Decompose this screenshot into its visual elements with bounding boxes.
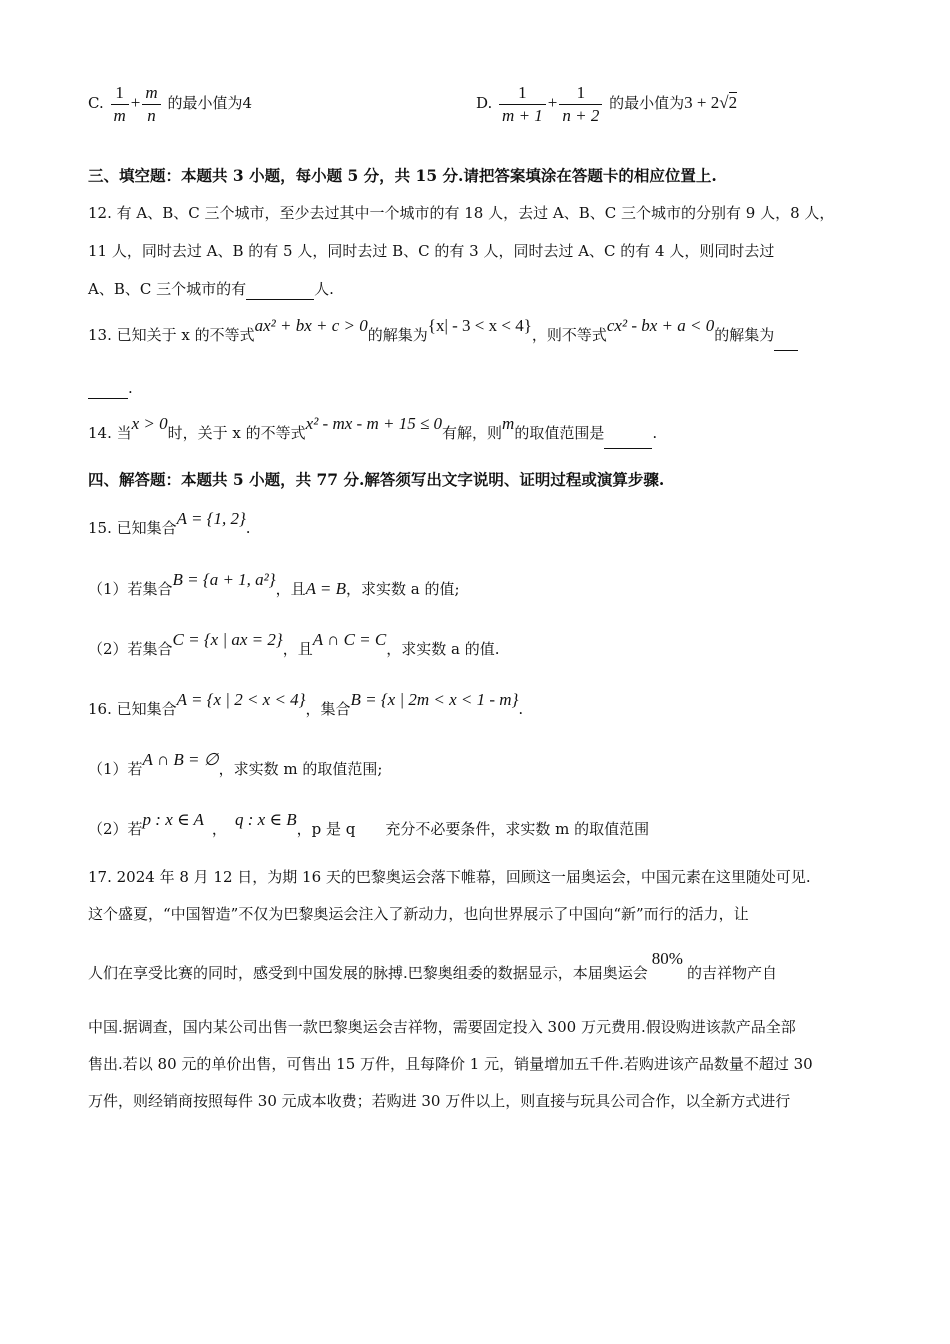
q13-answer-blank-part-2[interactable] [88, 378, 128, 399]
q12-answer-blank[interactable] [246, 279, 314, 300]
fraction-m-over-n: $\frac{m}{n}$ [142, 82, 160, 127]
sqrt-radicand: 2 [728, 93, 738, 112]
option-c-text: 的最小值为4 [167, 94, 252, 112]
q16-proposition-q: q : x ∈ B [234, 810, 297, 829]
q16-set-b: B = {x | 2m < x < 1 - m} [350, 690, 519, 709]
q13-answer-blank-part-1[interactable] [774, 320, 798, 351]
q12-line-3: A、B、C 三个城市的有 人. [88, 280, 334, 298]
q15-condition-a-equals-b: A = B [305, 579, 347, 598]
q15-condition-intersection: A ∩ C = C [312, 630, 387, 649]
q16-part-2: （2）若p : x ∈ A ， q : x ∈ B，p 是 q 充分不必要条件，求实数 m 的取值范围 [88, 810, 650, 838]
fraction-1-over-m-plus-1: $\frac{1}{m + 1}$ [499, 82, 546, 127]
q16-stem: 16. 已知集合A = {x | 2 < x < 4}，集合B = {x | 2m < x < 1 - m}. [88, 690, 524, 718]
option-d-label: D. [476, 94, 493, 112]
q17-percent: 80% [651, 949, 683, 968]
option-d: D. $\frac{1}{m + 1}$ + $\frac{1}{n + 2}$ 的最小值为3 + 2√2 [476, 82, 738, 125]
q12-line-1: 12. 有 A、B、C 三个城市，至少去过其中一个城市的有 18 人，去过 A、B、C 三个城市的分别有 9 人，8 人， [88, 204, 835, 222]
option-d-value: 3 + 2 [684, 93, 720, 112]
q13-line-2: . [88, 378, 133, 399]
q13-inequality-1: ax² + bx + c > 0 [254, 316, 368, 335]
section-4-heading: 四、解答题：本题共 5 小题，共 77 分.解答须写出文字说明、证明过程或演算步骤. [88, 470, 665, 489]
option-c: C. $\frac{1}{m}$ + $\frac{m}{n}$ 的最小值为4 [88, 82, 252, 125]
q15-set-c: C = {x | ax = 2} [172, 630, 283, 649]
q16-condition-empty: A ∩ B = ∅ [142, 750, 219, 769]
q17-line-5: 售出.若以 80 元的单价出售，可售出 15 万件，且每降价 1 元，销量增加五千件.若购进该产品数量不超过 30 [88, 1055, 813, 1073]
q15-set-a: A = {1, 2} [176, 509, 246, 528]
q14-answer-blank[interactable] [604, 418, 652, 449]
q17-line-6: 万件，则经销商按照每件 30 元成本收费；若购进 30 万件以上，则直接与玩具公司合作，以全新方式进行 [88, 1092, 791, 1110]
sqrt-symbol: √ [719, 93, 729, 112]
q17-line-4: 中国.据调查，国内某公司出售一款巴黎奥运会吉祥物，需要固定投入 300 万元费用.假设购进该款产品全部 [88, 1018, 796, 1036]
option-d-text: 的最小值为 [609, 94, 685, 112]
q15-part-2: （2）若集合C = {x | ax = 2}，且A ∩ C = C，求实数 a 的值. [88, 630, 500, 658]
q13-solution-set: {x| - 3 < x < 4} [427, 316, 532, 335]
option-c-label: C. [88, 94, 104, 112]
q13-line-1: 13. 已知关于 x 的不等式ax² + bx + c > 0的解集为{x| - 3 < x < 4}，则不等式cx² - bx + a < 0的解集为 [88, 320, 798, 351]
q16-proposition-p: p : x ∈ A [142, 810, 204, 829]
fraction-1-over-m: $\frac{1}{m}$ [111, 82, 129, 127]
q12-line-2: 11 人，同时去过 A、B 的有 5 人，同时去过 B、C 的有 3 人，同时去过 A、C 的有 4 人，则同时去过 [88, 242, 775, 260]
q17-line-2: 这个盛夏，“中国智造”不仅为巴黎奥运会注入了新动力，也向世界展示了中国向“新”而行的活力，让 [88, 905, 749, 923]
q14-condition: x > 0 [131, 414, 168, 433]
q16-part-1: （1）若A ∩ B = ∅，求实数 m 的取值范围; [88, 750, 383, 778]
q14-inequality: x² - mx - m + 15 ≤ 0 [305, 414, 443, 433]
q17-line-1: 17. 2024 年 8 月 12 日，为期 16 天的巴黎奥运会落下帷幕，回顾这一届奥运会，中国元素在这里随处可见. [88, 868, 811, 886]
q15-part-1: （1）若集合B = {a + 1, a²}，且A = B，求实数 a 的值; [88, 570, 460, 598]
section-3-heading: 三、填空题：本题共 3 小题，每小题 5 分，共 15 分.请把答案填涂在答题卡的相应位置上. [88, 166, 717, 185]
q14-line: 14. 当x > 0时，关于 x 的不等式x² - mx - m + 15 ≤ 0有解，则m的取值范围是 . [88, 418, 657, 449]
q17-line-3: 人们在享受比赛的同时，感受到中国发展的脉搏.巴黎奥组委的数据显示，本届奥运会80%的吉祥物产自 [88, 949, 777, 982]
q13-inequality-2: cx² - bx + a < 0 [606, 316, 715, 335]
q15-stem: 15. 已知集合A = {1, 2}. [88, 509, 251, 537]
fraction-1-over-n-plus-2: $\frac{1}{n + 2}$ [559, 82, 602, 127]
q15-set-b: B = {a + 1, a²} [172, 570, 276, 589]
q16-set-a: A = {x | 2 < x < 4} [176, 690, 306, 709]
